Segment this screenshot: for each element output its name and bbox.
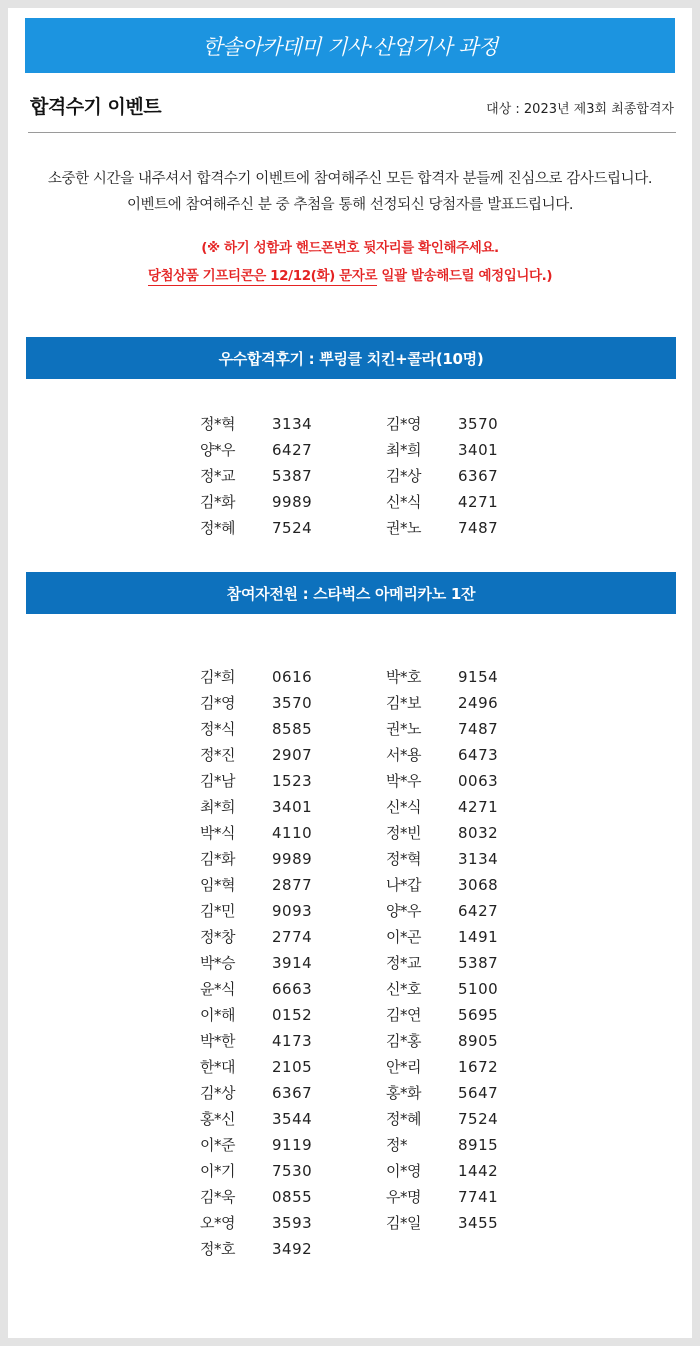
winner-phone: 9119 bbox=[272, 1136, 313, 1154]
winner-name: 오*영 bbox=[200, 1214, 235, 1232]
winner-phone: 3593 bbox=[272, 1214, 313, 1232]
winner-name: 박*호 bbox=[386, 668, 421, 686]
winner-phone: 1442 bbox=[458, 1162, 499, 1180]
winner-phone: 2496 bbox=[458, 694, 499, 712]
winner-name: 김*남 bbox=[200, 772, 235, 790]
winner-phone: 3914 bbox=[272, 954, 313, 972]
winner-phone: 8905 bbox=[458, 1032, 499, 1050]
event-card bbox=[8, 8, 692, 1338]
winner-name: 홍*신 bbox=[200, 1110, 235, 1128]
winner-phone: 2774 bbox=[272, 928, 313, 946]
winner-phone: 4271 bbox=[458, 493, 499, 511]
winner-phone: 7487 bbox=[458, 720, 499, 738]
winner-name: 최*희 bbox=[200, 798, 235, 816]
winner-phone: 0616 bbox=[272, 668, 313, 686]
notice-rest: 일괄 발송해드릴 예정입니다.) bbox=[377, 268, 553, 284]
winner-phone: 2907 bbox=[272, 746, 313, 764]
winner-phone: 4173 bbox=[272, 1032, 313, 1050]
winner-phone: 6473 bbox=[458, 746, 499, 764]
winner-name: 권*노 bbox=[386, 720, 421, 738]
winner-phone: 7530 bbox=[272, 1162, 313, 1180]
winner-name: 정* bbox=[386, 1136, 407, 1154]
winner-name: 김*희 bbox=[200, 668, 235, 686]
winner-phone: 9989 bbox=[272, 850, 313, 868]
winner-phone: 5695 bbox=[458, 1006, 499, 1024]
winner-name: 안*리 bbox=[386, 1058, 421, 1076]
winner-name: 이*곤 bbox=[386, 928, 421, 946]
winner-name: 정*혜 bbox=[386, 1110, 421, 1128]
winner-name: 김*연 bbox=[386, 1006, 421, 1024]
winner-name: 김*보 bbox=[386, 694, 421, 712]
winner-name: 신*호 bbox=[386, 980, 421, 998]
winner-phone: 5387 bbox=[272, 467, 313, 485]
winner-phone: 3401 bbox=[272, 798, 313, 816]
winner-phone: 3068 bbox=[458, 876, 499, 894]
winner-phone: 5647 bbox=[458, 1084, 499, 1102]
winner-name: 김*홍 bbox=[386, 1032, 421, 1050]
winner-phone: 3455 bbox=[458, 1214, 499, 1232]
section-bar-excellent: 우수합격후기 : 뿌링클 치킨+콜라(10명) bbox=[26, 337, 676, 379]
winner-phone: 3134 bbox=[458, 850, 499, 868]
target-label: 대상 : 2023년 제3회 최종합격자 bbox=[486, 102, 674, 117]
winner-phone: 8032 bbox=[458, 824, 499, 842]
winner-phone: 7741 bbox=[458, 1188, 499, 1206]
winner-name: 김*화 bbox=[200, 493, 235, 511]
winner-name: 신*식 bbox=[386, 493, 421, 511]
winner-phone: 1491 bbox=[458, 928, 499, 946]
winner-name: 최*희 bbox=[386, 441, 421, 459]
winner-phone: 9989 bbox=[272, 493, 313, 511]
winner-phone: 0855 bbox=[272, 1188, 313, 1206]
page-title: 합격수기 이벤트 bbox=[30, 96, 162, 118]
winner-name: 김*영 bbox=[200, 694, 235, 712]
winner-phone: 4110 bbox=[272, 824, 313, 842]
winner-name: 이*해 bbox=[200, 1006, 235, 1024]
winner-phone: 3570 bbox=[458, 415, 499, 433]
winner-name: 이*기 bbox=[200, 1162, 235, 1180]
winner-name: 이*영 bbox=[386, 1162, 421, 1180]
winner-phone: 4271 bbox=[458, 798, 499, 816]
winner-phone: 8915 bbox=[458, 1136, 499, 1154]
banner-title: 한솔아카데미 기사·산업기사 과정 bbox=[25, 18, 675, 73]
intro-line-1: 소중한 시간을 내주셔서 합격수기 이벤트에 참여해주신 모든 합격자 분들께 진심으로 감사드립니다. bbox=[47, 171, 653, 187]
winner-phone: 3544 bbox=[272, 1110, 313, 1128]
winner-name: 양*우 bbox=[386, 902, 421, 920]
winner-phone: 1672 bbox=[458, 1058, 499, 1076]
winner-name: 김*영 bbox=[386, 415, 421, 433]
winner-name: 윤*식 bbox=[200, 980, 235, 998]
notice-line-2 bbox=[8, 262, 692, 290]
winner-name: 임*혁 bbox=[200, 876, 235, 894]
winner-name: 양*우 bbox=[200, 441, 235, 459]
winner-name: 정*창 bbox=[200, 928, 235, 946]
winner-name: 박*승 bbox=[200, 954, 235, 972]
winner-phone: 2105 bbox=[272, 1058, 313, 1076]
winner-phone: 7524 bbox=[458, 1110, 499, 1128]
winner-name: 서*용 bbox=[386, 746, 421, 764]
winner-name: 김*상 bbox=[200, 1084, 235, 1102]
winner-name: 김*일 bbox=[386, 1214, 421, 1232]
notice-text bbox=[8, 234, 692, 290]
intro-line-2: 이벤트에 참여해주신 분 중 추첨을 통해 선정되신 당첨자를 발표드립니다. bbox=[126, 197, 574, 213]
winner-phone: 0152 bbox=[272, 1006, 313, 1024]
winner-name: 홍*화 bbox=[386, 1084, 421, 1102]
winner-name: 김*상 bbox=[386, 467, 421, 485]
winner-name: 정*혁 bbox=[200, 415, 235, 433]
winner-phone: 7524 bbox=[272, 519, 313, 537]
winner-phone: 7487 bbox=[458, 519, 499, 537]
winner-name: 정*식 bbox=[200, 720, 235, 738]
winner-name: 박*한 bbox=[200, 1032, 235, 1050]
winner-phone: 3570 bbox=[272, 694, 313, 712]
winner-name: 우*명 bbox=[386, 1188, 421, 1206]
winner-name: 박*우 bbox=[386, 772, 421, 790]
winner-name: 김*욱 bbox=[200, 1188, 235, 1206]
winner-name: 권*노 bbox=[386, 519, 421, 537]
winner-phone: 5100 bbox=[458, 980, 499, 998]
winner-name: 신*식 bbox=[386, 798, 421, 816]
winner-name: 정*혁 bbox=[386, 850, 421, 868]
winner-phone: 8585 bbox=[272, 720, 313, 738]
section-bar-all: 참여자전원 : 스타벅스 아메리카노 1잔 bbox=[26, 572, 676, 614]
winner-phone: 3401 bbox=[458, 441, 499, 459]
winner-name: 정*호 bbox=[200, 1240, 235, 1258]
winner-name: 한*대 bbox=[200, 1058, 235, 1076]
winner-phone: 6367 bbox=[458, 467, 499, 485]
winner-phone: 5387 bbox=[458, 954, 499, 972]
winner-phone: 6427 bbox=[458, 902, 499, 920]
winner-phone: 9154 bbox=[458, 668, 499, 686]
winner-name: 김*민 bbox=[200, 902, 235, 920]
winner-phone: 1523 bbox=[272, 772, 313, 790]
winner-name: 나*갑 bbox=[386, 876, 421, 894]
winner-name: 정*빈 bbox=[386, 824, 421, 842]
winner-phone: 6367 bbox=[272, 1084, 313, 1102]
winner-name: 정*교 bbox=[200, 467, 235, 485]
winner-phone: 0063 bbox=[458, 772, 499, 790]
winner-name: 이*준 bbox=[200, 1136, 235, 1154]
winner-phone: 2877 bbox=[272, 876, 313, 894]
notice-line-1: (※ 하기 성함과 핸드폰번호 뒷자리를 확인해주세요. bbox=[201, 240, 499, 256]
winner-phone: 6663 bbox=[272, 980, 313, 998]
intro-text bbox=[8, 166, 692, 218]
winner-name: 김*화 bbox=[200, 850, 235, 868]
heading-row bbox=[28, 92, 676, 133]
winner-phone: 3134 bbox=[272, 415, 313, 433]
winner-name: 정*혜 bbox=[200, 519, 235, 537]
winner-phone: 3492 bbox=[272, 1240, 313, 1258]
winner-name: 정*교 bbox=[386, 954, 421, 972]
winner-phone: 6427 bbox=[272, 441, 313, 459]
notice-underlined: 당첨상품 기프티콘은 12/12(화) 문자로 bbox=[147, 268, 378, 284]
winner-phone: 9093 bbox=[272, 902, 313, 920]
winner-name: 박*식 bbox=[200, 824, 235, 842]
winner-name: 정*진 bbox=[200, 746, 235, 764]
